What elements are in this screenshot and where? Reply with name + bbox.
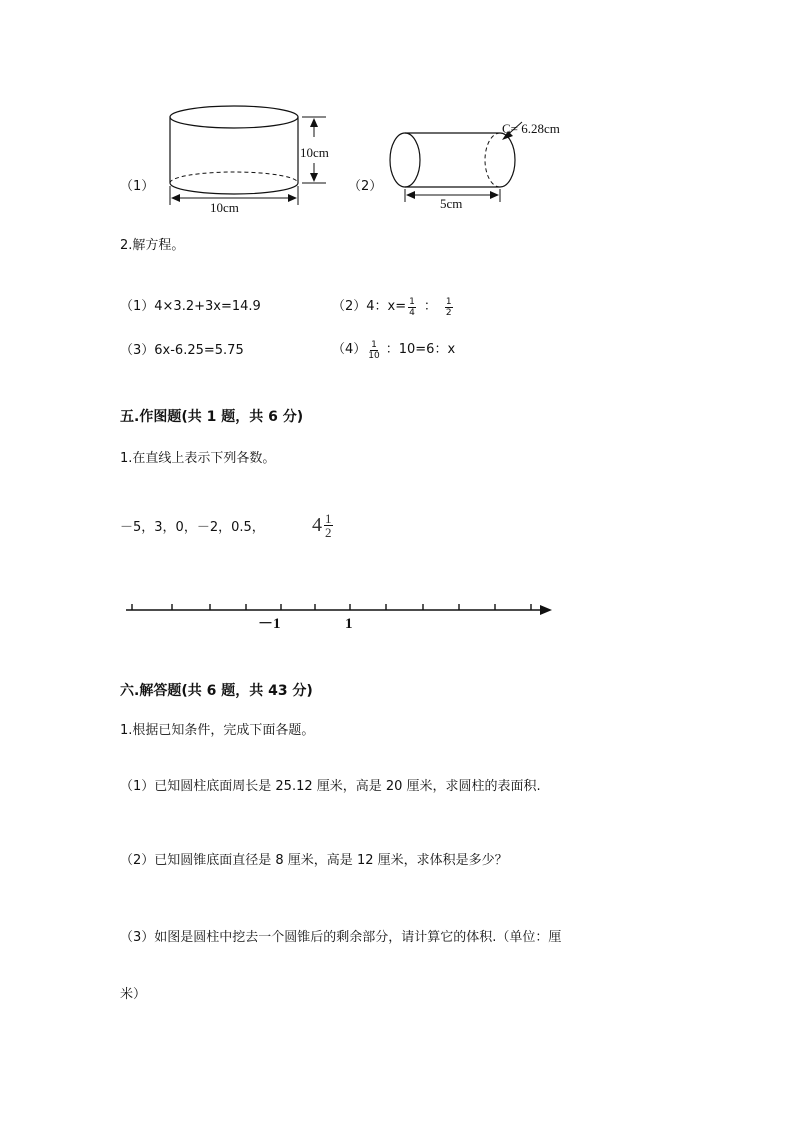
figure1-label: （1）: [120, 179, 155, 194]
fraction-numerator: 1: [409, 296, 415, 307]
equation-2-separator: ：: [423, 299, 437, 314]
number-line[interactable]: [120, 598, 560, 622]
section-5-heading: 五.作图题(共 1 题，共 6 分): [120, 409, 304, 425]
axis-label-neg1: －1: [258, 616, 281, 632]
figure2-length-label: 5cm: [440, 196, 463, 211]
figure2-circumference-label: C= 6.28cm: [502, 121, 560, 136]
sub-question-3-line-1: （3）如图是圆柱中挖去一个圆锥后的剩余部分，请计算它的体积.（单位：厘: [120, 930, 562, 945]
fraction-numerator: 1: [371, 339, 377, 350]
sub-question-2: （2）已知圆锥底面直径是 8 厘米，高是 12 厘米，求体积是多少？: [120, 853, 508, 868]
section-5-question-1: 1.在直线上表示下列各数。: [120, 451, 276, 466]
sub-question-3-line-2: 米）: [120, 987, 147, 1002]
equation-2-fraction-2: [445, 297, 453, 318]
equation-4-fraction: [368, 340, 379, 361]
section-6-heading: 六.解答题(共 6 题，共 43 分): [120, 683, 313, 699]
fraction-denominator: 10: [368, 350, 380, 361]
equation-4-prefix: （4）: [332, 342, 367, 357]
question-2-title: 2.解方程。: [120, 238, 185, 253]
mixed-number-whole: 4: [312, 514, 322, 536]
figure1-height-label: 10cm: [300, 145, 329, 160]
figure1-diameter-label: 10cm: [210, 200, 239, 215]
mixed-number-fraction: [324, 512, 333, 539]
axis-label-1: 1: [345, 616, 353, 632]
equation-4: [332, 335, 455, 365]
section-6-question-1: 1.根据已知条件，完成下面各题。: [120, 723, 315, 738]
fraction-numerator: 1: [445, 296, 452, 307]
fraction-denominator: 4: [409, 307, 415, 318]
fraction-denominator: 2: [325, 525, 332, 540]
figure2-label: （2）: [348, 179, 383, 194]
sub-question-1: （1）已知圆柱底面周长是 25.12 厘米，高是 20 厘米，求圆柱的表面积.: [120, 779, 541, 794]
fraction-denominator: 2: [445, 307, 452, 318]
equation-2-prefix: （2）4：x=: [332, 299, 407, 314]
equation-2: [332, 292, 455, 322]
numbers-list: －5，3，0，－2，0.5，: [120, 520, 265, 535]
fraction-numerator: 1: [325, 511, 332, 526]
equation-1: （1）4×3.2+3x=14.9: [120, 299, 261, 314]
equation-2-fraction-1: [408, 297, 416, 318]
equation-4-suffix: ：10=6：x: [385, 342, 456, 357]
equation-3: （3）6x-6.25=5.75: [120, 343, 244, 358]
mixed-number: [312, 512, 335, 539]
